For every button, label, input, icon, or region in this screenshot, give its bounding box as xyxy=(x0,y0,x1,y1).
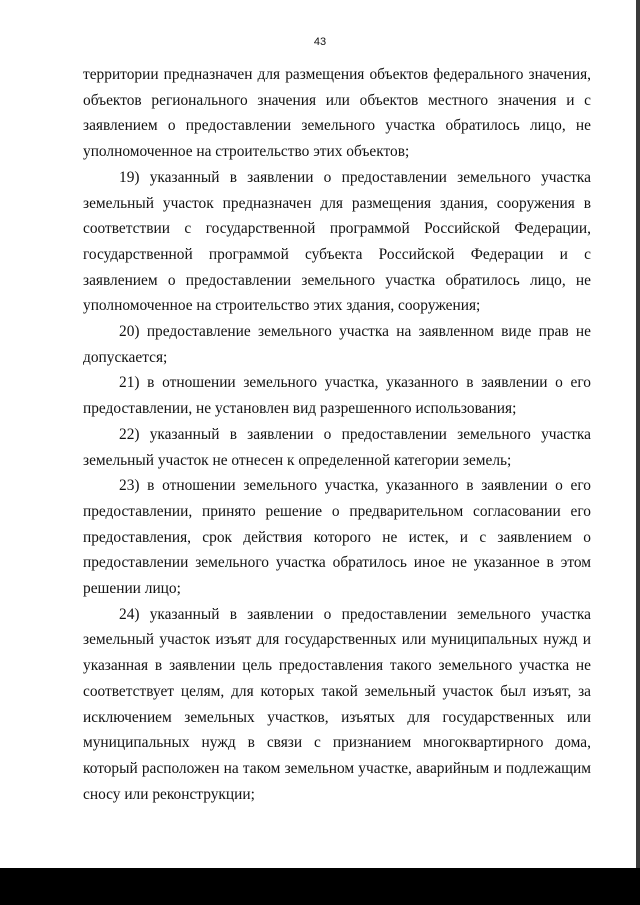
paragraph-item-21: 21) в отношении земельного участка, указанного в заявлении о его предоставлении, не установлен вид разрешенного использования; xyxy=(83,374,591,418)
paragraph-item-24: 24) указанный в заявлении о предоставлении земельного участка земельный участок изъят для государственных или муниципальных нужд и указанная в заявлении цель предоставления такого земельного участка не соответствует целям, для которых такой земельный участок был изъят, за исключением земельных участков, изъятых для государственных или муниципальных нужд в связи с признанием многоквартирного дома, который расположен на таком земельном участке, аварийным и подлежащим сносу или реконструкции; xyxy=(83,605,591,803)
document-body xyxy=(83,62,591,807)
paragraph-continuation: территории предназначен для размещения объектов федерального значения, объектов регионального значения или объектов местного значения и с заявлением о предоставлении земельного участка обратилось лицо, не уполномоченное на строительство этих объектов; xyxy=(83,66,591,161)
paragraph-item-23: 23) в отношении земельного участка, указанного в заявлении о его предоставлении, принято решение о предварительном согласовании его предоставления, срок действия которого не истек, и с заявлением о предоставлении земельного участка обратилось иное не указанное в этом решении лицо; xyxy=(83,477,591,598)
paragraph-item-20: 20) предоставление земельного участка на заявленном виде прав не допускается; xyxy=(83,323,591,366)
scan-bottom-border xyxy=(0,868,640,905)
scan-edge-shadow xyxy=(636,0,640,868)
paragraph-item-22: 22) указанный в заявлении о предоставлении земельного участка земельный участок не отнесен к определенной категории земель; xyxy=(83,425,591,469)
page-number: 43 xyxy=(313,36,327,48)
paragraph-item-19: 19) указанный в заявлении о предоставлении земельного участка земельный участок предназначен для размещения здания, сооружения в соответствии с государственной программой Российской Федерации, государственной программой субъекта Российской Федерации и с заявлением о предоставлении земельного участка обратилось лицо, не уполномоченное на строительство этих здания, сооружения; xyxy=(83,168,591,315)
